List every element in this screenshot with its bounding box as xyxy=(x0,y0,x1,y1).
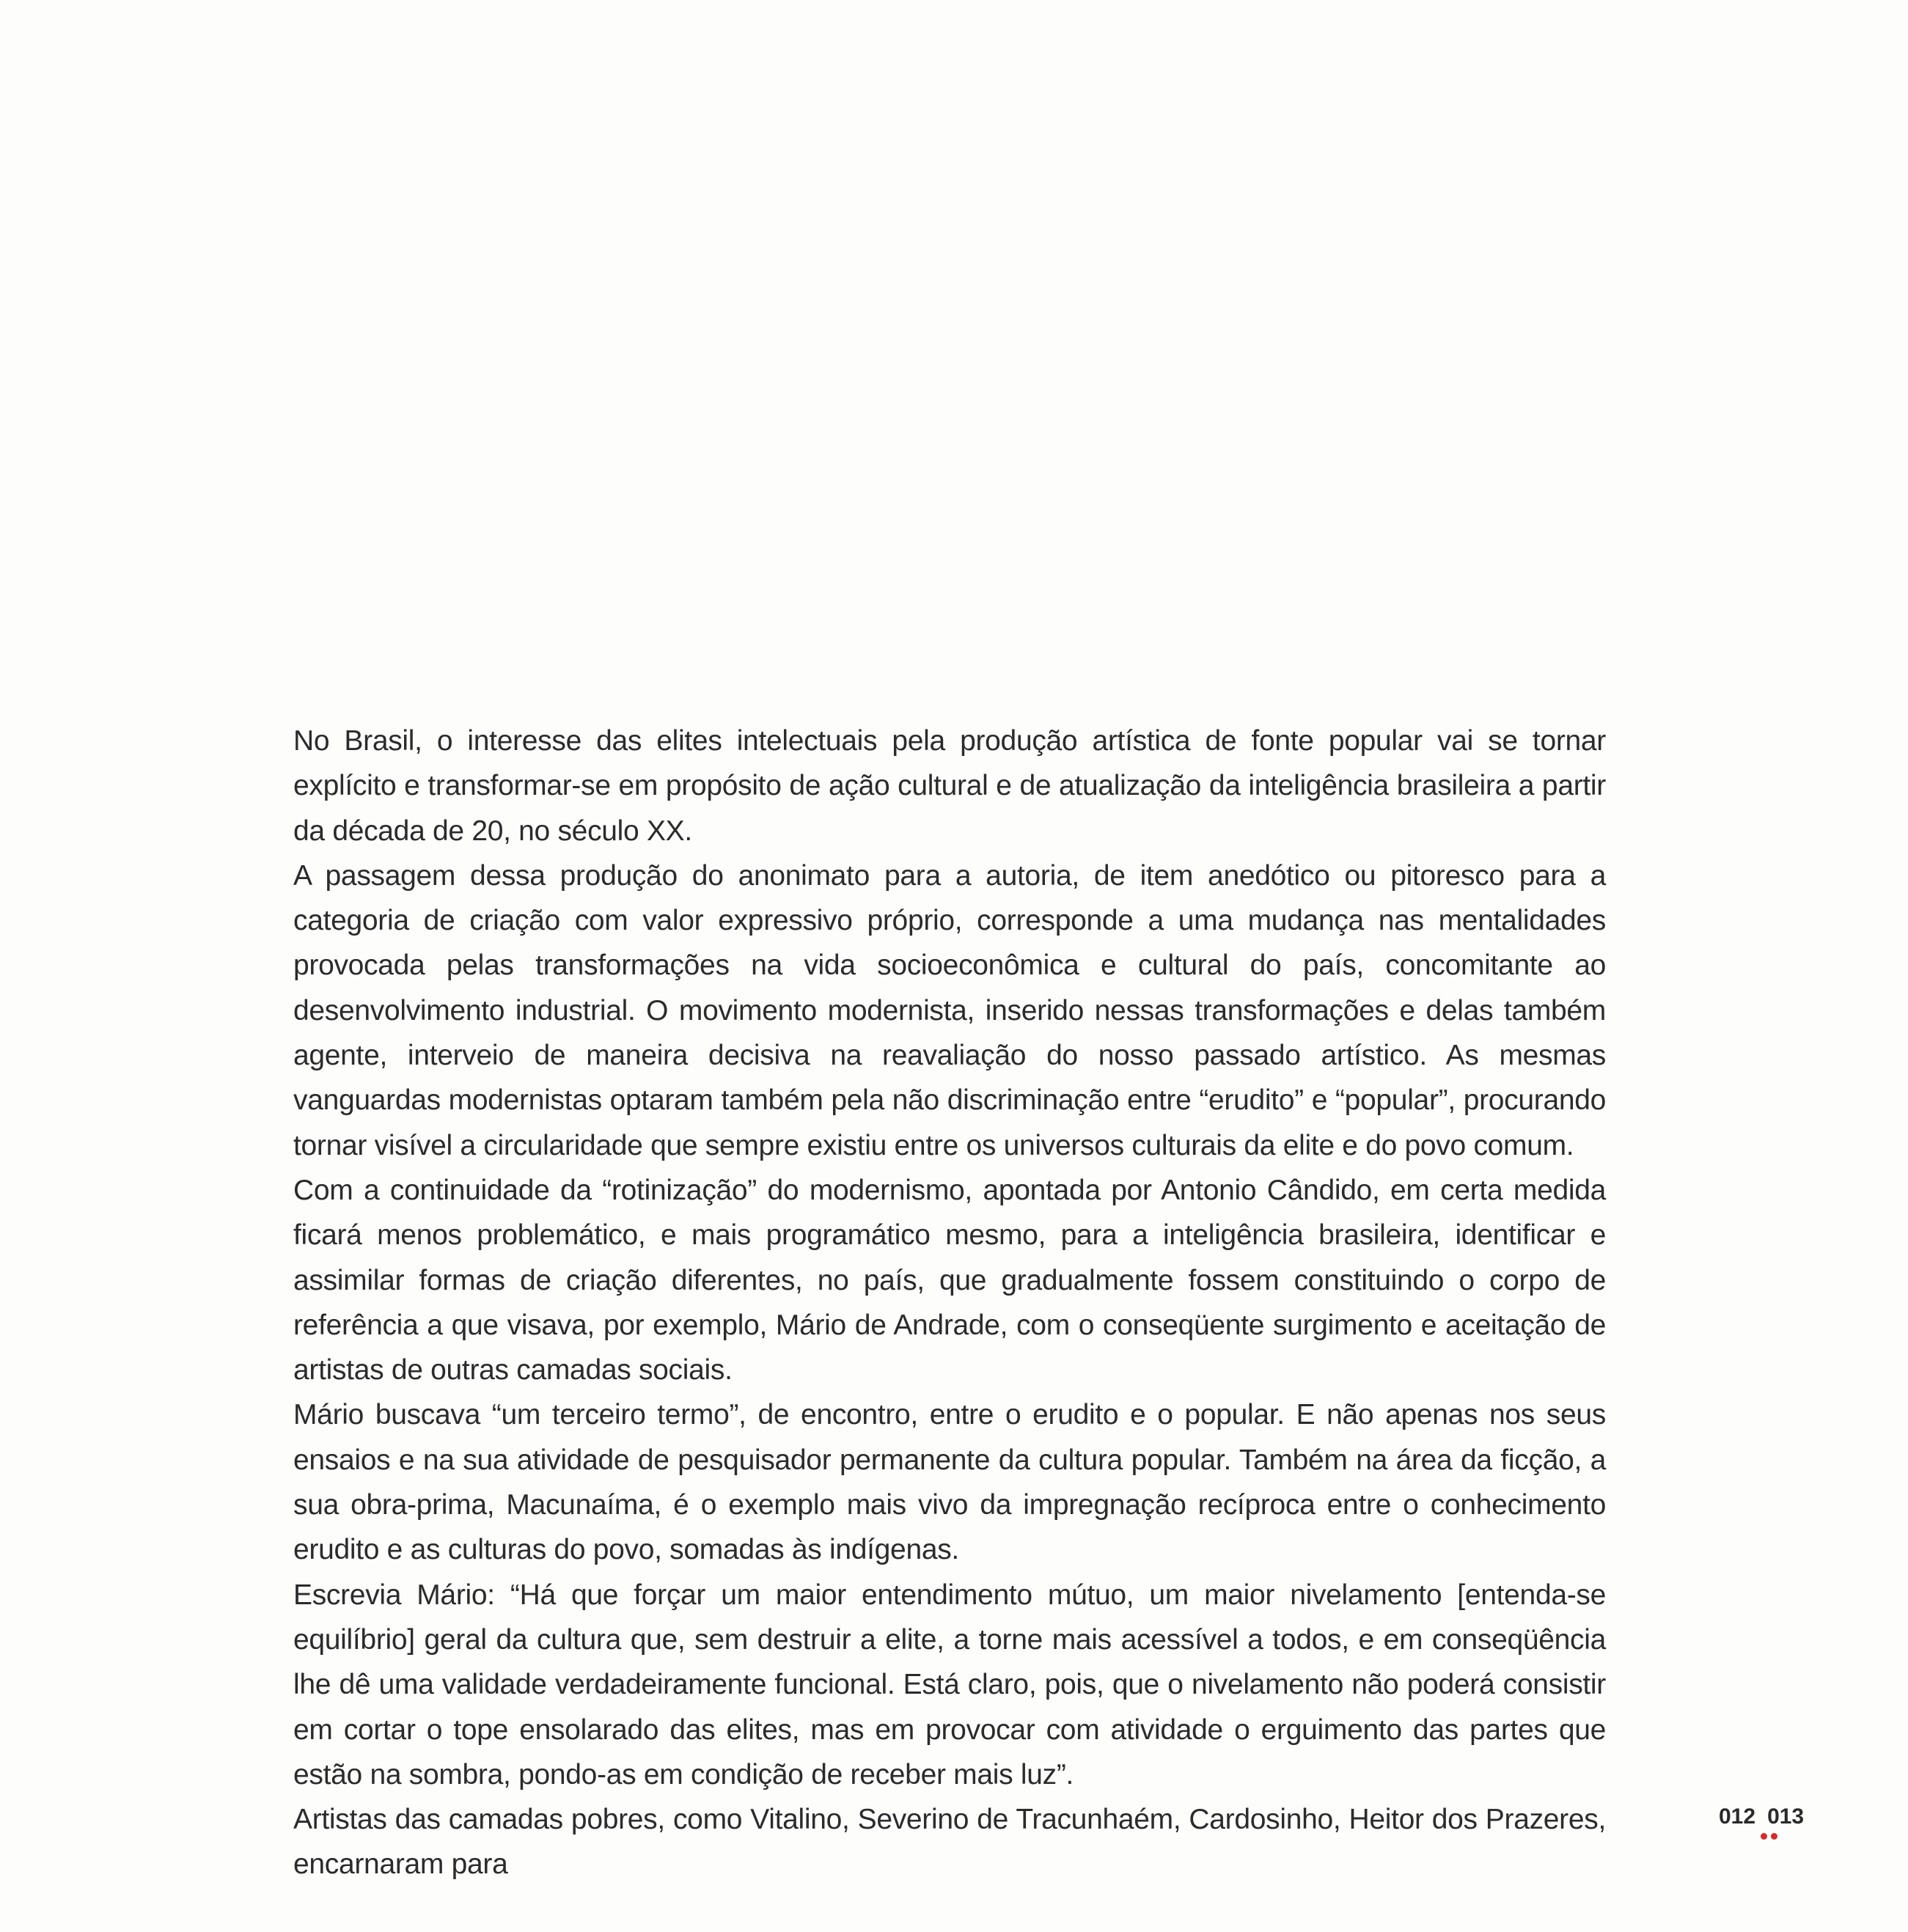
paragraph-5: Escrevia Mário: “Há que forçar um maior entendimento mútuo, um maior nivelamento [entenda-se equilíbrio] geral da cultura que, sem destruir a elite, a torne mais acessível a todos, e em conseqüência lhe dê uma validade verdadeiramente funcional. Está claro, pois, que o nivelamento não poderá consistir em cortar o tope ensolarado das elites, mas em provocar com atividade o erguimento das partes que estão na sombra, pondo-as em condição de receber mais luz”. xyxy=(293,1579,1606,1790)
paragraph-4: Mário buscava “um terceiro termo”, de encontro, entre o erudito e o popular. E não apenas nos seus ensaios e na sua atividade de pesquisador permanente da cultura popular. Também na área da ficção, a sua obra-prima, Macunaíma, é o exemplo mais vivo da impregnação recíproca entre o conhecimento erudito e as culturas do povo, somadas às indígenas. xyxy=(293,1399,1606,1566)
page-number-left: 012 xyxy=(1719,1804,1756,1829)
paragraph-3: Com a continuidade da “rotinização” do modernismo, apontada por Antonio Cândido, em certa medida ficará menos problemático, e mais programático mesmo, para a inteligência brasileira, identificar e assimilar formas de criação diferentes, no país, que gradualmente fossem constituindo o corpo de referência a que visava, por exemplo, Mário de Andrade, com o conseqüente surgimento e aceitação de artistas de outras camadas sociais. xyxy=(293,1174,1606,1386)
paragraph-1: No Brasil, o interesse das elites intelectuais pela produção artística de fonte popular vai se tornar explícito e transformar-se em propósito de ação cultural e de atualização da inteligência brasileira a partir da década de 20, no século XX. xyxy=(293,725,1606,847)
page-number-right: 013 xyxy=(1767,1804,1805,1829)
body-text xyxy=(293,719,1606,1887)
page-number-group xyxy=(1719,1804,1804,1829)
page-numbers xyxy=(1719,1804,1814,1863)
paragraph-2: A passagem dessa produção do anonimato para a autoria, de item anedótico ou pitoresco para a categoria de criação com valor expressivo próprio, corresponde a uma mudança nas mentalidades provocada pelas transformações na vida socioeconômica e cultural do país, concomitante ao desenvolvimento industrial. O movimento modernista, inserido nessas transformações e delas também agente, interveio de maneira decisiva na reavaliação do nosso passado artístico. As mesmas vanguardas modernistas optaram também pela não discriminação entre “erudito” e “popular”, procurando tornar visível a circularidade que sempre existiu entre os universos culturais da elite e do povo comum. xyxy=(293,859,1606,1161)
page-marker-dot-left xyxy=(1761,1833,1767,1840)
page-marker-dot-right xyxy=(1771,1833,1777,1840)
paragraph-6: Artistas das camadas pobres, como Vitalino, Severino de Tracunhaém, Cardosinho, Heitor dos Prazeres, encarnaram para xyxy=(293,1804,1606,1881)
